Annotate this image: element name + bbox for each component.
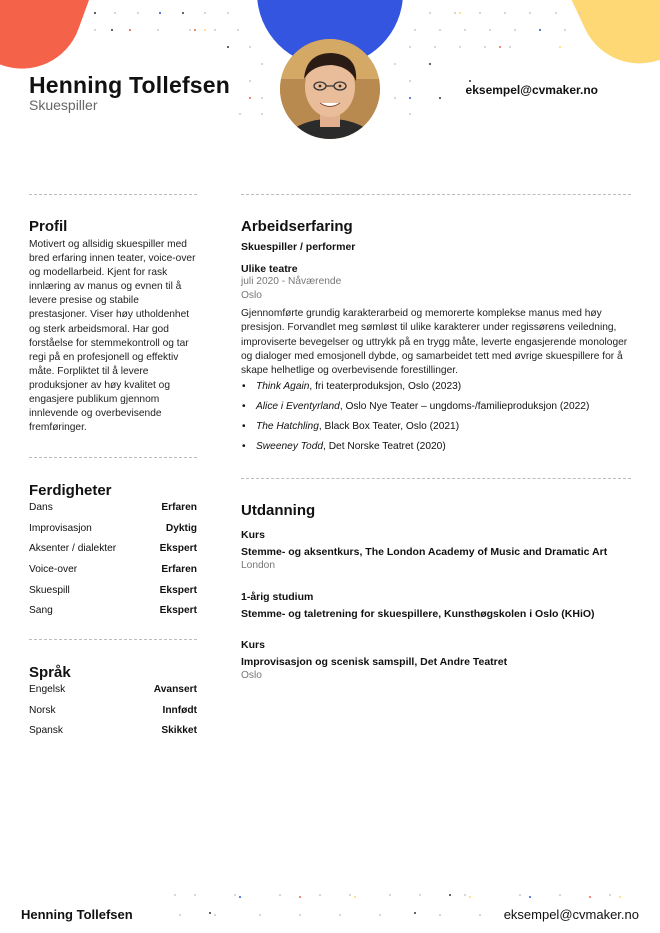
education-name: Improvisasjon og scenisk samspill, Det Andre Teatret: [241, 656, 508, 668]
skill-name: Voice-over: [29, 564, 78, 576]
language-level: Skikket: [161, 725, 197, 737]
skill-level: Ekspert: [159, 605, 197, 617]
divider: [241, 194, 631, 195]
production-title: The Hatchling: [256, 421, 319, 433]
language-level: Innfødt: [162, 704, 197, 716]
education-location: Oslo: [241, 670, 262, 681]
language-name: Engelsk: [29, 684, 66, 695]
list-item: [241, 440, 631, 460]
production-title: Alice i Eventyrland: [256, 401, 340, 413]
production-details: , Det Norske Teatret (2020): [323, 441, 446, 453]
divider: [29, 639, 197, 640]
education-name: Stemme- og taletrening for skuespillere, Kunsthøgskolen i Oslo (KHiO): [241, 608, 595, 620]
production-title: Think Again: [256, 381, 310, 393]
skill-level: Ekspert: [159, 584, 197, 596]
skill-name: Improvisasjon: [29, 522, 92, 534]
skill-row: [29, 564, 197, 585]
education-type: 1-årig studium: [241, 591, 314, 603]
experience-heading: Arbeidserfaring: [241, 218, 353, 235]
profile-photo: [280, 39, 380, 139]
footer-email[interactable]: eksempel@cvmaker.no: [503, 907, 639, 922]
language-row: [29, 725, 197, 746]
profile-section: [29, 218, 197, 435]
education-type: Kurs: [241, 529, 265, 541]
skill-row: [29, 585, 197, 606]
skill-row: [29, 605, 197, 626]
languages-section: [29, 664, 197, 746]
skill-name: Dans: [29, 502, 53, 513]
skill-row: [29, 502, 197, 523]
production-details: , fri teaterproduksjon, Oslo (2023): [309, 381, 462, 393]
language-name: Norsk: [29, 704, 56, 716]
education-item: [241, 529, 631, 573]
divider: [29, 194, 197, 195]
education-heading: Utdanning: [241, 502, 316, 519]
employer: Ulike teatre: [241, 263, 298, 275]
job-title: Skuespiller / performer: [241, 241, 356, 253]
production-details: , Oslo Nye Teater – ungdoms-/familieproduksjon (2022): [339, 401, 590, 413]
education-item: [241, 639, 631, 683]
languages-heading: Språk: [29, 664, 71, 681]
production-list: [241, 380, 631, 460]
education-item: [241, 591, 631, 621]
production-details: , Black Box Teater, Oslo (2021): [318, 421, 460, 433]
profile-text: Motivert og allsidig skuespiller med bred erfaring innen teater, voice-over og modellarbeid. Kjent for rask innlæring av manus og evnen til å levere presise og stabile prestasjoner. Viser høy utholdenhet og sterk arbeidsmoral. Har god forståelse for stemmekontroll og tar regi på en profesjonell og effektiv måte. Forpliktet til å levere produksjoner av høy kvalitet og engasjere publikum gjennom innlevende og overbevisende fremføringer.: [29, 239, 196, 434]
list-item: [241, 420, 631, 440]
skill-name: Aksenter / dialekter: [29, 543, 117, 555]
list-item: [241, 400, 631, 420]
production-title: Sweeney Todd: [256, 441, 324, 453]
skill-row: [29, 543, 197, 564]
header-email[interactable]: eksempel@cvmaker.no: [465, 83, 598, 97]
skill-level: Ekspert: [159, 543, 197, 555]
job-location: Oslo: [241, 290, 262, 301]
skill-name: Sang: [29, 605, 53, 617]
language-row: [29, 684, 197, 705]
skills-heading: Ferdigheter: [29, 482, 112, 499]
language-level: Avansert: [153, 684, 197, 695]
footer-name: Henning Tollefsen: [21, 907, 133, 922]
divider: [29, 457, 197, 458]
job-description: Gjennomførte grundig karakterarbeid og memorerte komplekse manus med høy presisjon. Forvandlet meg sømløst til ulike karakterer under regissørens veiledning, improviserte bevegelser og uttrykk på en trygg måte, leverte engasjerende monologer og dialoger med emosjonell dybde, og samarbeidet tett med øvrige skuespillere for å skape helhetlige og overbevisende forestillinger.: [241, 308, 628, 377]
experience-section: [241, 218, 631, 460]
education-name: Stemme- og aksentkurs, The London Academy of Music and Dramatic Art: [241, 546, 608, 558]
skill-level: Erfaren: [161, 564, 197, 576]
education-location: London: [241, 560, 275, 571]
skill-level: Erfaren: [161, 502, 197, 513]
skills-section: [29, 482, 197, 626]
profile-heading: Profil: [29, 218, 68, 235]
candidate-role: Skuespiller: [29, 97, 98, 113]
skill-row: [29, 523, 197, 544]
education-type: Kurs: [241, 639, 265, 651]
skill-name: Skuespill: [29, 584, 70, 596]
candidate-name: Henning Tollefsen: [29, 72, 231, 98]
job-period: juli 2020 - Nåværende: [241, 276, 342, 287]
list-item: [241, 380, 631, 400]
language-name: Spansk: [29, 725, 63, 737]
education-section: [241, 502, 631, 701]
divider: [241, 478, 631, 479]
skill-level: Dyktig: [165, 522, 197, 534]
language-row: [29, 705, 197, 726]
